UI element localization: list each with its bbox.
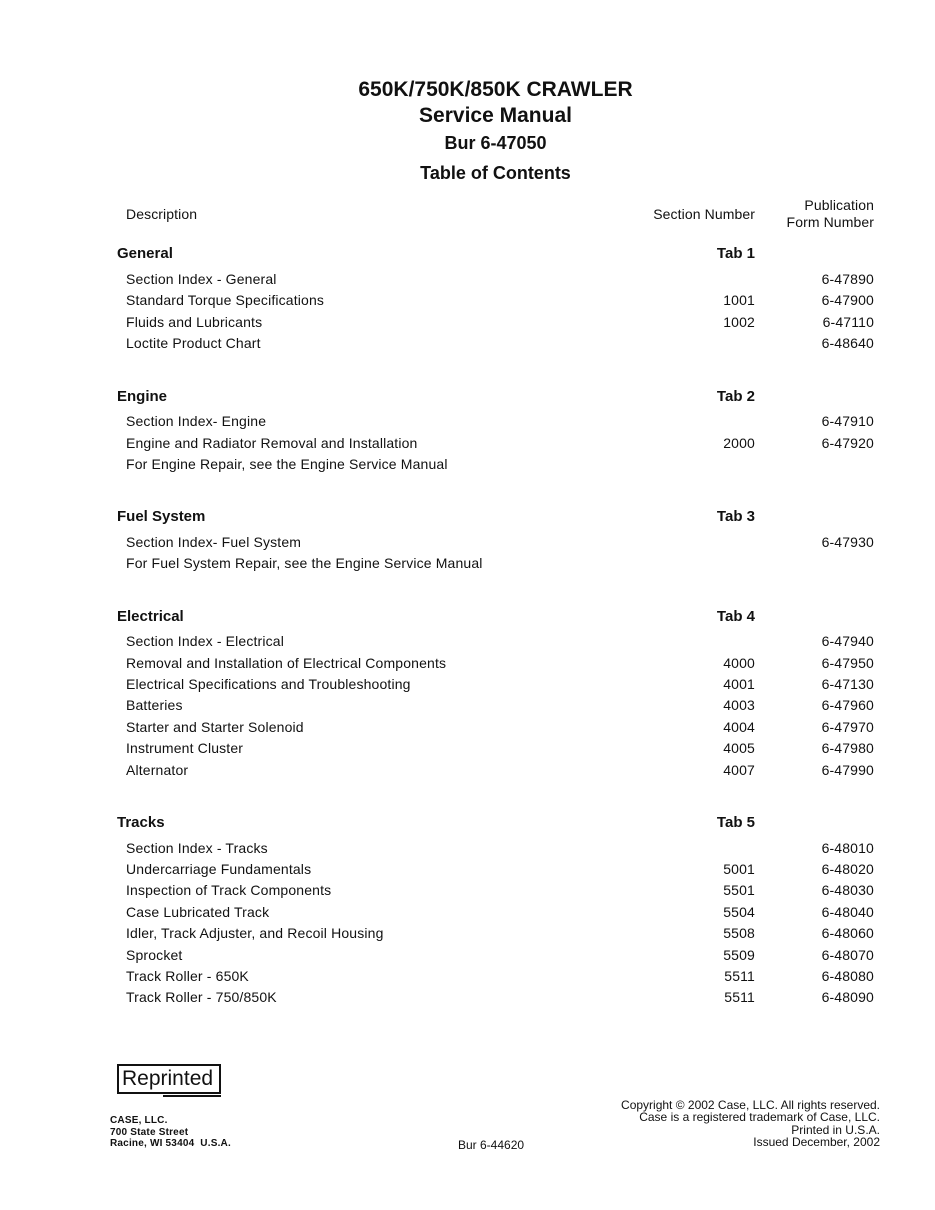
- toc-entry: [117, 410, 874, 431]
- section-fuel-system: [117, 503, 874, 574]
- toc-entry: [117, 332, 874, 353]
- section-title: Electrical: [117, 607, 184, 625]
- toc-entry: [117, 901, 874, 922]
- entry-description: Idler, Track Adjuster, and Recoil Housing: [126, 925, 384, 942]
- toc-entry: [117, 695, 874, 716]
- publisher-address: [110, 1115, 231, 1150]
- entry-form-number: 6-47130: [821, 676, 874, 693]
- entry-description: Engine and Radiator Removal and Installation: [126, 434, 418, 451]
- publisher-name: CASE, LLC.: [110, 1115, 168, 1126]
- column-header-row: [117, 197, 874, 231]
- legal-notice: [621, 1099, 880, 1149]
- entry-description: Section Index - Tracks: [126, 839, 268, 856]
- entry-form-number: 6-47900: [821, 292, 874, 309]
- entry-form-number: 6-48090: [821, 989, 874, 1006]
- entry-form-number: 6-47110: [822, 313, 874, 330]
- entry-section-number: 5511: [724, 967, 755, 984]
- entry-form-number: 6-48640: [821, 335, 874, 352]
- section-engine: [117, 382, 874, 475]
- toc-entry: [117, 432, 874, 453]
- entry-form-number: 6-47950: [821, 654, 874, 671]
- entry-description: Sprocket: [126, 946, 183, 963]
- toc-entry: [117, 531, 874, 552]
- entry-description: Instrument Cluster: [126, 740, 244, 757]
- tab-label: Tab 5: [716, 814, 755, 832]
- section-electrical: [117, 602, 874, 780]
- section-tracks: [117, 808, 874, 1008]
- toc-entry: [117, 987, 874, 1008]
- entry-form-number: 6-47920: [821, 434, 874, 451]
- entry-form-number: 6-47930: [821, 533, 874, 550]
- column-header-publication: [755, 197, 874, 231]
- toc-note: [117, 553, 874, 574]
- footer-form-number: Bur 6-44620: [458, 1138, 525, 1152]
- entry-form-number: 6-47990: [821, 761, 874, 778]
- section-title: General: [117, 245, 173, 263]
- entry-section-number: 4003: [723, 697, 755, 714]
- toc-entry: [117, 738, 874, 759]
- section-title: Engine: [117, 387, 168, 405]
- toc-entry: [117, 944, 874, 965]
- entry-form-number: 6-48060: [821, 925, 874, 942]
- entry-form-number: 6-47940: [821, 633, 874, 650]
- document-subtitle: Service Manual: [419, 104, 572, 127]
- publisher-city: Racine, WI 53404 U.S.A.: [110, 1138, 231, 1149]
- section-header: [117, 503, 874, 532]
- toc-note: [117, 453, 874, 474]
- toc-entry: [117, 759, 874, 780]
- column-header-section-number: Section Number: [653, 206, 755, 222]
- entry-section-number: 2000: [723, 434, 755, 451]
- entry-form-number: 6-47890: [821, 270, 874, 287]
- document-bur-number: Bur 6-47050: [444, 133, 547, 153]
- tab-label: Tab 1: [716, 245, 755, 263]
- entry-section-number: 5501: [723, 882, 755, 899]
- entry-description: Case Lubricated Track: [126, 903, 270, 920]
- copyright-line: Copyright © 2002 Case, LLC. All rights reserved.: [621, 1098, 880, 1112]
- entry-section-number: 1002: [723, 313, 755, 330]
- toc-entry: [117, 652, 874, 673]
- entry-form-number: 6-47960: [821, 697, 874, 714]
- issue-date-line: Issued December, 2002: [753, 1135, 880, 1150]
- entry-form-number: 6-47980: [821, 740, 874, 757]
- entry-section-number: 5001: [723, 860, 755, 877]
- printed-in-line: Printed in U.S.A.: [791, 1122, 880, 1137]
- entry-description: Alternator: [126, 761, 189, 778]
- reprinted-stamp: Reprinted: [117, 1064, 221, 1094]
- entry-description: Standard Torque Specifications: [126, 292, 325, 309]
- entry-section-number: 4001: [723, 676, 755, 693]
- entry-section-number: 5504: [723, 903, 755, 920]
- toc-entry: [117, 837, 874, 858]
- section-header: [117, 382, 874, 411]
- entry-description: Inspection of Track Components: [126, 882, 332, 899]
- entry-description: For Engine Repair, see the Engine Service Manual: [126, 455, 448, 472]
- entry-description: Starter and Starter Solenoid: [126, 718, 304, 735]
- entry-form-number: 6-48030: [821, 882, 874, 899]
- entry-form-number: 6-47910: [821, 413, 874, 430]
- entry-description: Section Index- Engine: [126, 413, 267, 430]
- entry-description: For Fuel System Repair, see the Engine Service Manual: [126, 555, 483, 572]
- publication-label: Publication: [804, 197, 874, 213]
- entry-section-number: 4000: [723, 654, 755, 671]
- entry-description: Fluids and Lubricants: [126, 313, 263, 330]
- toc-entry: [117, 268, 874, 289]
- entry-description: Electrical Specifications and Troubleshooting: [126, 676, 411, 693]
- section-header: [117, 240, 874, 269]
- entry-form-number: 6-48040: [821, 903, 874, 920]
- entry-description: Section Index- Fuel System: [126, 533, 302, 550]
- section-general: [117, 240, 874, 354]
- toc-heading: Table of Contents: [420, 163, 571, 183]
- entry-form-number: 6-48070: [821, 946, 874, 963]
- reprinted-stamp-shadow: [163, 1095, 221, 1097]
- trademark-line: Case is a registered trademark of Case, LLC.: [639, 1110, 880, 1125]
- entry-form-number: 6-47970: [821, 718, 874, 735]
- toc-entry: [117, 311, 874, 332]
- entry-section-number: 5511: [724, 989, 755, 1006]
- entry-description: Section Index - Electrical: [126, 633, 284, 650]
- section-header: [117, 602, 874, 631]
- toc-entry: [117, 631, 874, 652]
- section-title: Fuel System: [117, 508, 206, 526]
- entry-description: Section Index - General: [126, 270, 277, 287]
- toc-entry: [117, 716, 874, 737]
- entry-section-number: 4005: [723, 740, 755, 757]
- entry-section-number: 5509: [723, 946, 755, 963]
- section-header: [117, 808, 874, 837]
- toc-entry: [117, 290, 874, 311]
- tab-label: Tab 3: [716, 508, 755, 526]
- entry-form-number: 6-48010: [821, 839, 874, 856]
- entry-section-number: 4004: [723, 718, 755, 735]
- tab-label: Tab 2: [716, 387, 755, 405]
- toc-entry: [117, 673, 874, 694]
- form-number-label: Form Number: [786, 214, 874, 230]
- entry-description: Track Roller - 750/850K: [126, 989, 277, 1006]
- entry-section-number: 1001: [723, 292, 755, 309]
- tab-label: Tab 4: [716, 607, 755, 625]
- toc-entry: [117, 858, 874, 879]
- entry-description: Track Roller - 650K: [126, 967, 249, 984]
- publisher-street: 700 State Street: [110, 1126, 189, 1138]
- toc-entry: [117, 965, 874, 986]
- entry-description: Undercarriage Fundamentals: [126, 860, 312, 877]
- toc-entry: [117, 880, 874, 901]
- entry-section-number: 4007: [723, 761, 755, 778]
- entry-section-number: 5508: [723, 925, 755, 942]
- toc-entry: [117, 922, 874, 943]
- entry-description: Removal and Installation of Electrical Components: [126, 654, 447, 671]
- entry-form-number: 6-48020: [821, 860, 874, 877]
- entry-description: Batteries: [126, 697, 183, 714]
- table-of-contents: [117, 197, 874, 1008]
- entry-description: Loctite Product Chart: [126, 335, 261, 352]
- section-title: Tracks: [117, 814, 165, 832]
- column-header-description: Description: [126, 206, 198, 222]
- title-block: [117, 77, 874, 189]
- entry-form-number: 6-48080: [821, 967, 874, 984]
- document-title: 650K/750K/850K CRAWLER: [358, 78, 633, 101]
